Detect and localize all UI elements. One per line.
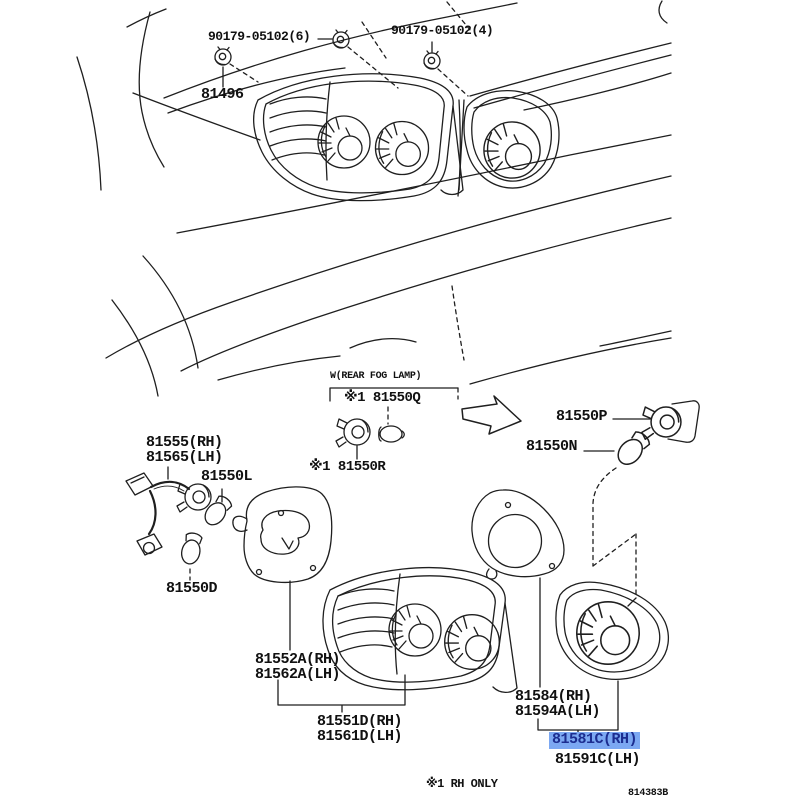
socket-icon (642, 407, 681, 439)
part-label-81584-81594A[interactable]: 81584(RH) 81594A(LH) (515, 688, 601, 720)
part-label-81550P[interactable]: 81550P (556, 408, 608, 425)
part-label-81550D[interactable]: 81550D (166, 580, 218, 597)
leader-lines-dashed (190, 47, 636, 598)
drawing-number: 814383B (628, 788, 668, 799)
bulb-icon (179, 532, 203, 566)
bulb-icon (379, 426, 405, 442)
part-label-81552A-81562A[interactable]: 81552A(RH) 81562A(LH) (255, 651, 341, 683)
part-label-81550R[interactable]: ※1 81550R (309, 459, 386, 475)
part-label-90179-05102-4[interactable]: 90179-05102(4) (391, 23, 494, 38)
part-label-81550L[interactable]: 81550L (201, 468, 253, 485)
part-label-81591C[interactable]: 81591C(LH) (555, 751, 641, 768)
part-label-81555-81565[interactable]: 81555(RH) 81565(LH) (146, 434, 223, 466)
gasket-inner (472, 490, 564, 579)
nut-icon (215, 47, 231, 65)
part-label-81551D-81561D[interactable]: 81551D(RH) 81561D(LH) (317, 713, 403, 745)
direction-arrow-icon (462, 396, 521, 434)
bulb-icon (613, 429, 652, 469)
highlighted-part-number[interactable]: 81581C(RH) (549, 732, 640, 749)
footnote-rh-only: ※1 RH ONLY (426, 777, 498, 791)
nut-icon (424, 51, 440, 69)
bulb-icon (201, 493, 234, 529)
car-body-lineart (77, 1, 671, 396)
installed-lamp-outer (254, 74, 463, 201)
gasket-outer (233, 487, 332, 583)
part-label-81550Q[interactable]: ※1 81550Q (344, 390, 421, 406)
part-label-90179-05102-6[interactable]: 90179-05102(6) (208, 29, 311, 44)
socket-icon (177, 484, 211, 512)
leader-lines (168, 39, 650, 687)
socket-icon (336, 419, 370, 447)
part-label-81496[interactable]: 81496 (201, 86, 244, 103)
part-label-81550N[interactable]: 81550N (526, 438, 578, 455)
exploded-lamp-outer (323, 568, 517, 693)
part-label-81581C-highlighted[interactable] (549, 732, 640, 749)
exploded-lamp-inner (556, 582, 668, 679)
fog-lamp-note: W(REAR FOG LAMP) (330, 371, 422, 382)
